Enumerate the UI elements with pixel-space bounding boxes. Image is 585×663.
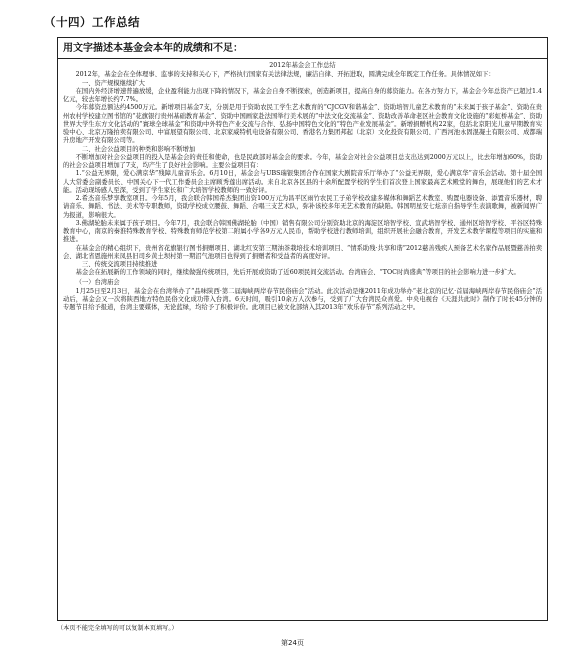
summary-content [58,59,547,313]
prompt-label: 用文字描述本基金会本年的成绩和不足： [58,38,547,59]
paragraph: 2012年，基金会在全体理事、监事的支持和关心下，严格执行国家有关法律法规，廉洁自律、开拓进取，圆满完成全年既定工作任务。具体情况如下： [75,71,495,79]
page-number: 第24页 [281,639,304,647]
section-heading: 三、传统交流项目持续推进 [81,261,158,268]
paragraph: 不断增加对社会公益项目的投入是基金会的责任和使命，也是民政部对基金会的要求。今年，基金会对社会公益项目总支出达到2000万元以上，比去年增加60%，资助的社会公益项目增加了7支，均产生了良好社会影响。主要公益项目有： [63,153,542,169]
paragraph: 在国内外经济增速普遍放缓，企业盈利能力出现下降的情况下，基金会自身不断探索，创造新项目，提高自身的募资能力。在各方努力下，基金会今年总资产已超过1.4亿元，较去年增长约7.7%。 [63,87,542,103]
section-heading: 二、社会公益项目的种类和影响不断增加 [81,145,196,153]
paragraph: 3.佛湖轮胎未来属于孩子项目。今年7月，我会联合韩国佛湖轮胎（中国）销售有限公司分别资助北京的海淀区培智学校、宣武培智学校、通州区培智学校、平谷区特殊教育中心，南京的秦淮特殊教育学校、特殊教育师范学校第二附属小学各9万元人民币，帮助学校进行教师培训，组织开展社会融合教育，开发艺术教学课程等项目的实施和推进。 [63,219,542,244]
footnote: （本页不能完全填写的可以复制本页填写。） [57,625,178,632]
section-title: （十四）工作总结 [44,15,140,29]
paragraph: 在基金会的精心组织下，贵州省花旗银行图书捐赠项目、湖北红安第三期油茶栽培技术培训项目、“情系助残·共享和谐”2012慈善残疾人预备艺术名家作品展暨慈善拍卖会、湖北省恩施州来凤县旧司乡黄土坝村第一期沼气池项目也得到了捐赠者和受益者的高度好评。 [63,244,542,260]
paragraph: 基金会在拓展新的工作领域的同时，继续做强传统项目，先后开展或资助了近60项民间交流活动。台湾庙会、“TOC时尚盛典”等项目的社会影响力进一步扩大。 [75,269,520,277]
paragraph: 今年募资总额达约4500万元。新增项目基金7支，分别是用于资助农民工学生艺术教育的“CJCGV和谐基金”、资助培智儿童艺术教育的“未来属于孩子基金”、资助在贵州农村学校建立图书馆的“花旗银行贵州基础教育基金”、资助中国画家赴法国举行美术展的“中法文化交流基金”、资助改善革命老区社会教育文化设施的“彩虹桥基金”、资助世界大学生东方文化活动的“寰球全球基金”和资助中外特色产业交流与合作、弘扬中国特色文化的“特色产业发展基金”。新增捐赠机构22家，包括北京阳光儿童早期教育实验中心、北京万隆拍卖有限公司、中富展望有限公司、北京家威特机电设备有限公司、香港名力集团邦起（北京）文化投资有限公司、广西河池永固混凝土有限公司、成都瑞升房地产开发有限公司等。 [63,104,542,145]
paragraph: 1.“公益无界限，爱心满京华”残障儿童音乐会。6月10日，基金会与UBS瑞银集团合作在国家大剧院音乐厅举办了“公益无界限，爱心满京华”音乐会活动。第十届全国人大常委会副委员长、中国关心下一代工作委员会主席顾秀莲出席活动。来自北京各区县的十余所配置学校的学生们首次登上国家最高艺术殿堂的舞台，展现他们的艺术才能。活动现场感人至深，受到了学生家长和广大培智学校教师的一致好评。 [63,170,542,194]
paragraph: 1月25日至2月3日，基金会在台湾举办了“品味陕西·第二届海峡两岸春节民俗庙会”活动。此次活动是继2011年成功举办“老北京的记忆·首届海峡两岸春节民俗庙会”活动后，基金会又一次将陕西地方特色民俗文化成功带入台湾。6天时间，吸引10余万人次参与，受到了广大台湾民众喜爱。中央电视台《天涯共此时》制作了时长45分钟的专题节目给予报道，台湾主要媒体，无论蓝绿，均给予了积极评价。此项目已被文化部纳入其2013年“欢乐春节”系列活动之中。 [63,287,542,312]
paragraph: 2.希杰音乐梦享教室项目。今年5月，我会联合韩国希杰集团出资100万元为昌平区雨竹农民工子弟学校改建多媒体和舞蹈艺术教室、购置电器设备、添置音乐器材，聘请音乐、舞蹈、书法、美术等专职教师，资助学校成立腰鼓、舞蹈、合唱三支艺术队，弥补该校多年无艺术教育的缺陷。韩国明星安七炫亲自指导学生表演歌舞，被新闻界广为报道，影响很大。 [63,195,542,219]
sub-heading: （一）台湾庙会 [75,278,120,286]
section-heading: 一、资产规模继续扩大 [81,79,145,87]
paragraph-list [63,71,542,312]
summary-frame [57,37,548,621]
doc-title: 2012年基金会工作总结 [269,62,336,69]
